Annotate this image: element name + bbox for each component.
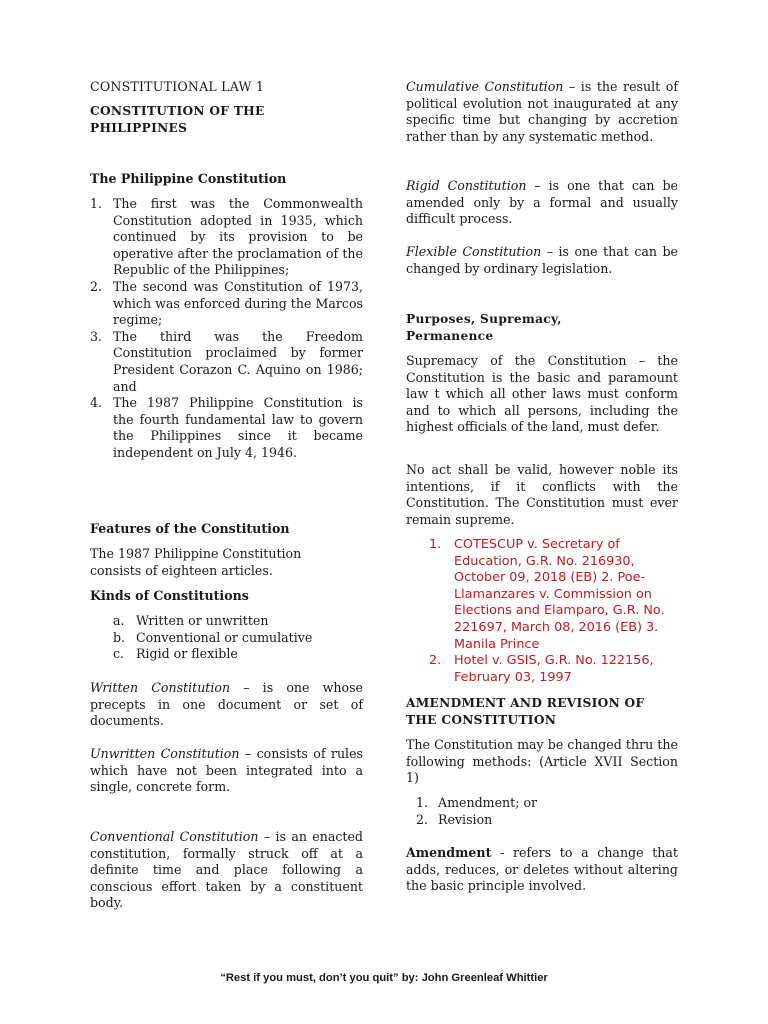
- list-item: [406, 812, 678, 829]
- list-item: [90, 196, 363, 279]
- citation-number: 1.: [429, 537, 442, 552]
- list-number: 3.: [90, 328, 103, 344]
- list-number: 2.: [90, 278, 103, 294]
- definition: – is one that can be changed by ordinary legislation.: [406, 244, 678, 276]
- definition: – is one that can be amended only by a formal and usually difficult process.: [406, 178, 678, 227]
- citation-text: COTESCUP v. Secretary of Education, G.R. No. 216930, October 09, 2018 (EB) 2. Poe-Llamanzares v. Commission on Elections and Elamparo, G.R. No. 221697, March 08, 2016 (EB) 3. Manila Prince: [454, 537, 665, 652]
- heading-purposes: Purposes, Supremacy, Permanence: [406, 312, 562, 343]
- list-item: [90, 329, 363, 395]
- list-text: Conventional or cumulative: [136, 629, 313, 645]
- heading-philippine-constitution: The Philippine Constitution: [90, 171, 287, 186]
- list-item: [406, 795, 678, 812]
- written-definition: [90, 680, 363, 730]
- citation-item: [406, 537, 678, 653]
- list-text: Rigid or flexible: [136, 646, 238, 662]
- list-text: The third was the Freedom Constitution proclaimed by former President Corazon C. Aquino on 1986; and: [113, 328, 363, 394]
- list-item: [90, 630, 363, 647]
- term: Flexible Constitution: [406, 244, 542, 259]
- amendment-definition: [406, 845, 678, 895]
- definition: – is an enacted constitution, formally struck off at a definite time and place following a conscious effort taken by a constituent body.: [90, 829, 363, 911]
- citation-text: Hotel v. GSIS, G.R. No. 122156, February 03, 1997: [454, 653, 654, 685]
- footer-quote: “Rest if you must, don’t you quit” by: John Greenleaf Whittier: [220, 972, 548, 984]
- term: Unwritten Constitution: [90, 746, 240, 761]
- term: Written Constitution: [90, 680, 231, 695]
- case-citations: [406, 537, 678, 686]
- definition: – is the result of political evolution not inaugurated at any specific time but changing by accretion rather than by any systematic method.: [406, 79, 678, 144]
- kinds-list: [90, 613, 363, 663]
- features-text: The 1987 Philippine Constitution consists of eighteen articles.: [90, 546, 302, 578]
- list-letter: b.: [113, 629, 126, 645]
- list-number: 4.: [90, 395, 103, 411]
- term: Cumulative Constitution: [406, 79, 564, 94]
- list-text: The 1987 Philippine Constitution is the fourth fundamental law to govern the Philippines since it became independent on July 4, 1946.: [113, 395, 363, 460]
- list-text: The first was the Commonwealth Constitution adopted in 1935, which continued by its provision to be operative after the proclamation of the Republic of the Philippines;: [113, 196, 363, 278]
- supremacy-text: Supremacy of the Constitution – the Constitution is the basic and paramount law t which all other laws must conform and to which all persons, including the highest officials of the land, must defer.: [406, 353, 678, 435]
- list-text: Written or unwritten: [136, 613, 269, 628]
- term: Amendment: [406, 845, 492, 860]
- list-item: [90, 613, 363, 630]
- list-text: Amendment; or: [438, 795, 538, 810]
- list-item: [90, 646, 363, 663]
- document-title: CONSTITUTION OF THE PHILIPPINES: [90, 104, 265, 135]
- list-number: 1.: [416, 795, 429, 810]
- citation-number: 2.: [429, 653, 442, 669]
- no-act-text: No act shall be valid, however noble its intentions, if it conflicts with the Constitution. The Constitution must ever remain supreme.: [406, 462, 678, 527]
- list-number: 2.: [416, 811, 429, 827]
- definition: – consists of rules which have not been integrated into a single, concrete form.: [90, 746, 364, 795]
- methods-intro: The Constitution may be changed thru the following methods: (Article XVII Section 1): [406, 737, 678, 786]
- list-text: Revision: [438, 811, 493, 827]
- citation-item: [406, 653, 678, 686]
- conventional-definition: [90, 829, 363, 912]
- definition: – is one whose precepts in one document or set of documents.: [90, 680, 363, 729]
- heading-kinds: Kinds of Constitutions: [90, 588, 249, 603]
- heading-features: Features of the Constitution: [90, 521, 290, 536]
- term: Conventional Constitution: [90, 829, 259, 844]
- methods-list: [406, 795, 678, 828]
- term: Rigid Constitution: [406, 178, 527, 193]
- list-number: 1.: [90, 196, 103, 211]
- list-item: [90, 395, 363, 461]
- list-item: [90, 279, 363, 329]
- list-letter: c.: [113, 646, 125, 662]
- course-label: CONSTITUTIONAL LAW 1: [90, 79, 265, 94]
- flexible-definition: [406, 244, 678, 277]
- unwritten-definition: [90, 746, 363, 796]
- list-text: The second was Constitution of 1973, which was enforced during the Marcos regime;: [113, 278, 363, 328]
- list-letter: a.: [113, 613, 125, 628]
- history-list: [90, 196, 363, 462]
- rigid-definition: [406, 178, 678, 228]
- definition: - refers to a change that adds, reduces, or deletes without altering the basic principle involved.: [406, 845, 678, 894]
- cumulative-definition: [406, 79, 678, 145]
- heading-amendment-revision: AMENDMENT AND REVISION OF THE CONSTITUTION: [406, 696, 645, 727]
